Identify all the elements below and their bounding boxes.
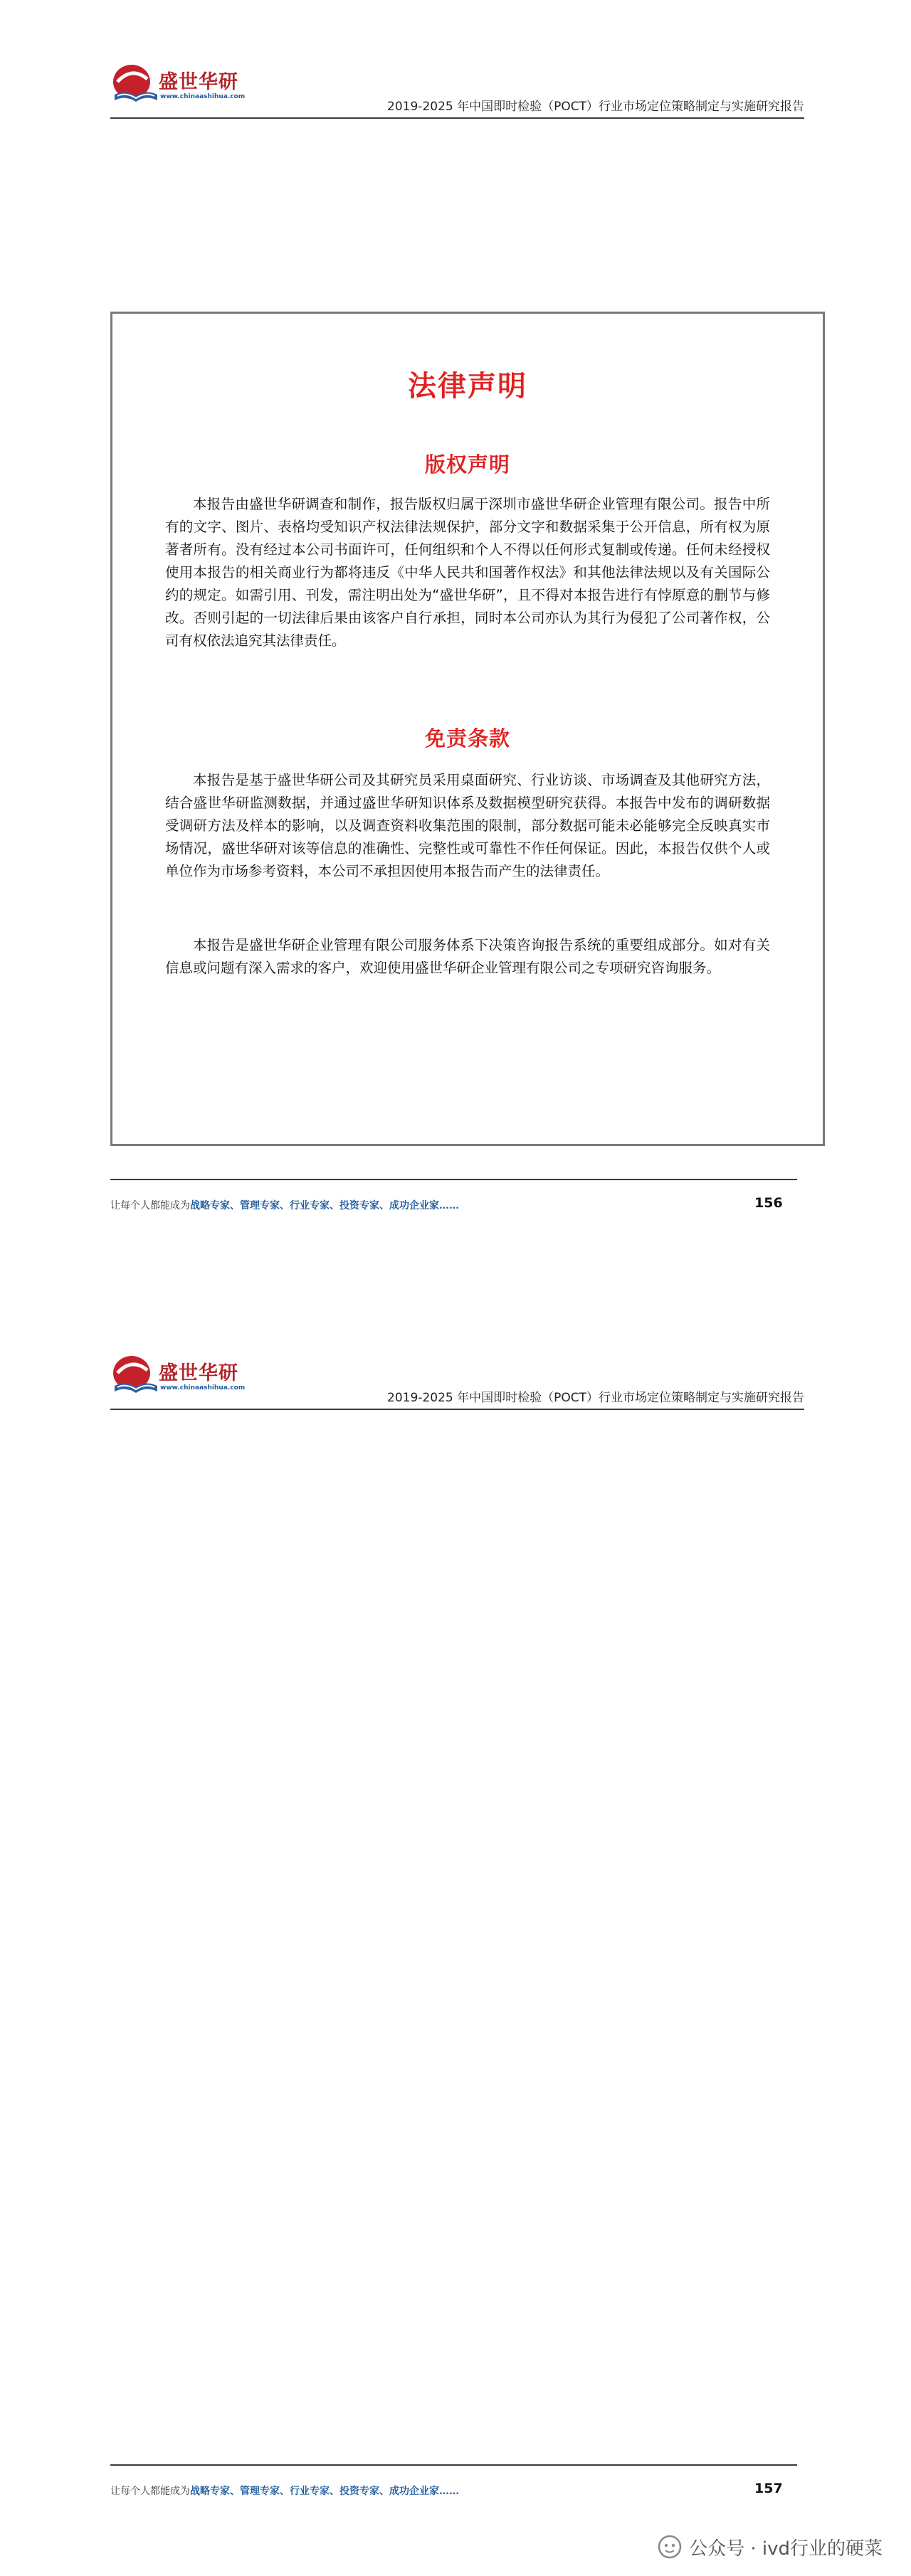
footer-highlight: 战略专家、管理专家、行业专家、投资专家、成功企业家…… [190, 1200, 459, 1212]
wechat-watermark [658, 2533, 883, 2561]
legal-title: 法律声明 [408, 370, 527, 403]
footer-slogan [110, 2484, 459, 2498]
logo-url: www.chinaashihua.com [160, 93, 246, 100]
page-header [110, 60, 804, 121]
footer-slogan [110, 1198, 459, 1212]
page-header [110, 1352, 804, 1412]
logo-text: 盛世华研 [159, 1362, 238, 1384]
disclaimer-paragraph-1: 本报告是基于盛世华研公司及其研究员采用桌面研究、行业访谈、市场调查及其他研究方法，结合盛世华研监测数据，并通过盛世华研知识体系及数据模型研究获得。本报告中发布的调研数据受调研方法及样本的影响，以及调查资料收集范围的限制，部分数据可能未必能够完全反映真实市场情况，盛世华研对该等信息的准确性、完整性或可靠性不作任何保证。因此，本报告仅供个人或单位作为市场参考资料，本公司不承担因使用本报告而产生的法律责任。 [165, 772, 770, 879]
disclaimer-paragraph-2: 本报告是盛世华研企业管理有限公司服务体系下决策咨询报告系统的重要组成部分。如对有关信息或问题有深入需求的客户，欢迎使用盛世华研企业管理有限公司之专项研究咨询服务。 [165, 937, 770, 976]
page-157 [0, 1288, 911, 2576]
footer-highlight: 战略专家、管理专家、行业专家、投资专家、成功企业家…… [190, 2486, 459, 2497]
page-number: 157 [754, 2481, 783, 2496]
logo-book-icon [110, 60, 162, 110]
logo-text: 盛世华研 [159, 71, 238, 93]
page-number: 156 [754, 1195, 783, 1211]
header-divider [110, 1409, 804, 1410]
copyright-paragraph: 本报告由盛世华研调查和制作，报告版权归属于深圳市盛世华研企业管理有限公司。报告中所有的文字、图片、表格均受知识产权法律法规保护，部分文字和数据采集于公开信息，所有权为原著者所有。没有经过本公司书面许可，任何组织和个人不得以任何形式复制或传递。任何未经授权使用本报告的相关商业行为都将违反《中华人民共和国著作权法》和其他法律法规以及有关国际公约的规定。如需引用、刊发，需注明出处为“盛世华研”，且不得对本报告进行有悖原意的删节与修改。否则引起的一切法律后果由该客户自行承担，同时本公司亦认为其行为侵犯了公司著作权，公司有权依法追究其法律责任。 [165, 496, 770, 649]
legal-statement-box [110, 312, 825, 1146]
logo-url: www.chinaashihua.com [160, 1384, 246, 1392]
logo-book-icon [110, 1352, 162, 1401]
footer-divider [110, 1179, 797, 1180]
disclaimer-heading: 免责条款 [424, 726, 510, 751]
watermark-text: 公众号 · ivd行业的硬菜 [689, 2538, 883, 2560]
wechat-icon [658, 2535, 682, 2559]
footer-divider [110, 2464, 797, 2466]
report-title: 2019-2025 年中国即时检验（POCT）行业市场定位策略制定与实施研究报告 [387, 1391, 804, 1405]
footer-prefix: 让每个人都能成为 [110, 2486, 190, 2497]
report-title: 2019-2025 年中国即时检验（POCT）行业市场定位策略制定与实施研究报告 [387, 100, 804, 114]
header-divider [110, 117, 804, 119]
copyright-heading: 版权声明 [424, 452, 510, 477]
footer-prefix: 让每个人都能成为 [110, 1200, 190, 1212]
